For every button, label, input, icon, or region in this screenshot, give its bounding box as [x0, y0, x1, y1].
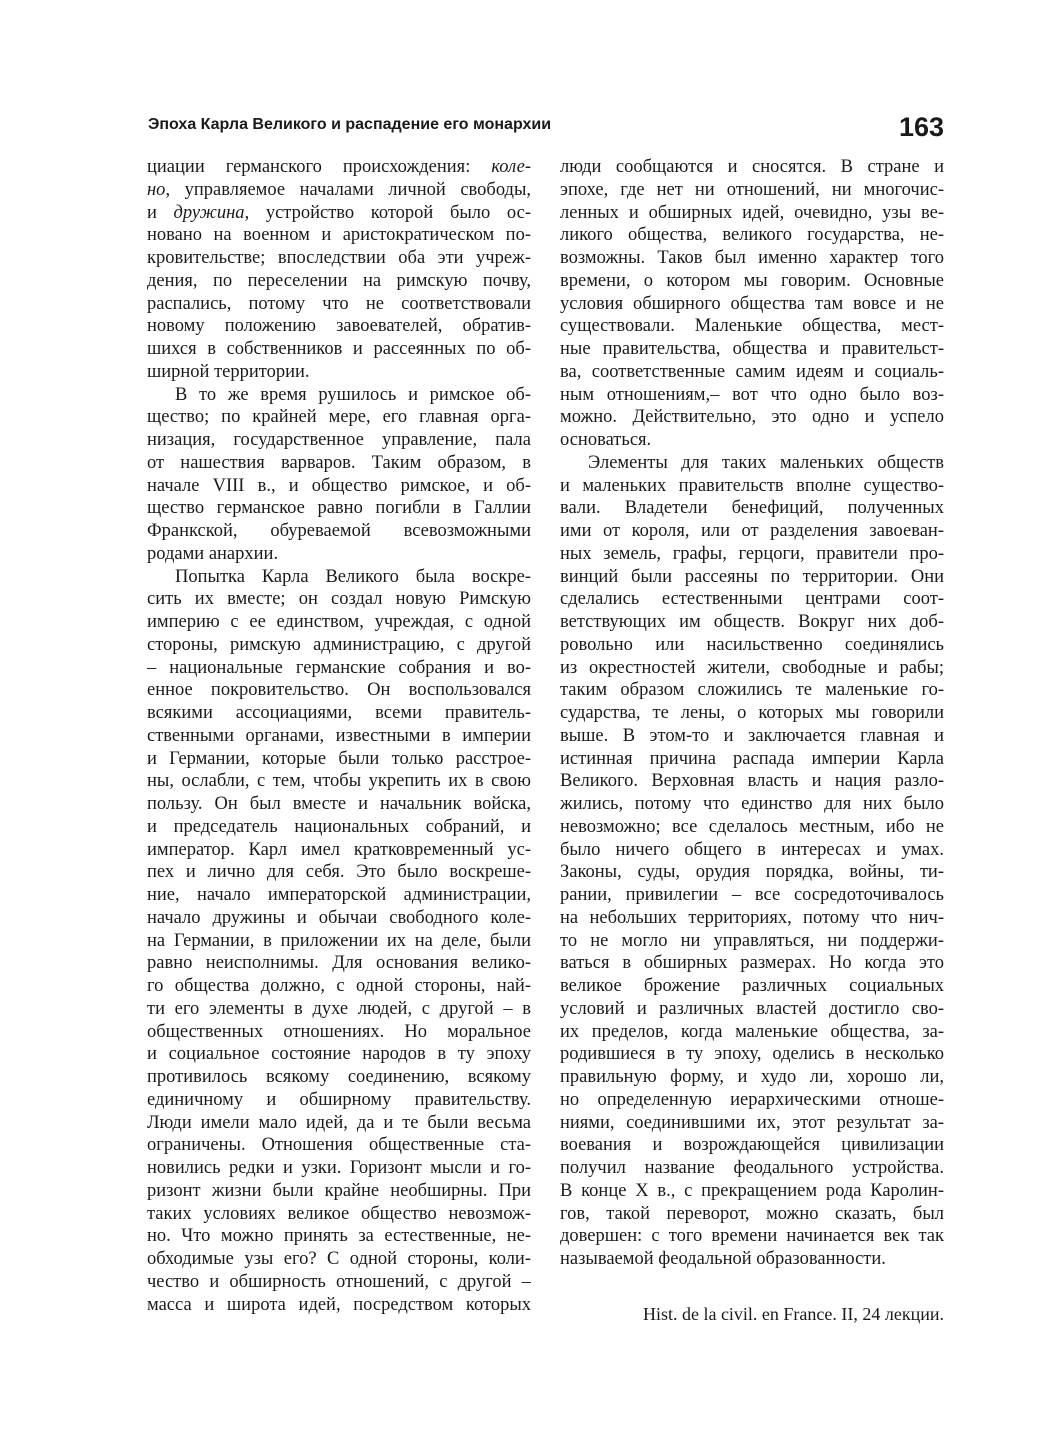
text-segment: ти его элементы в духе людей, с другой – в — [147, 998, 531, 1019]
text-line — [147, 1089, 531, 1112]
text-segment: обходимые узы его? С одной стороны, коли- — [147, 1249, 531, 1269]
text-segment: сударства, те лены, о которых мы говорили — [560, 703, 944, 723]
text-segment: империю с ее единством, учреждая, с одной — [147, 612, 531, 632]
text-line — [147, 793, 531, 816]
left-text-column — [147, 156, 531, 1316]
text-segment: ным отношениям,– вот что одно было воз- — [560, 384, 944, 405]
text-segment: стороны, римскую администрацию, с другой — [147, 634, 531, 655]
text-segment: император. Карл имел кратковременный ус- — [147, 839, 531, 860]
text-segment: получил название феодального устройства. — [560, 1158, 944, 1178]
text-line — [147, 930, 531, 953]
text-line — [147, 224, 531, 247]
text-line — [147, 566, 531, 589]
text-line — [560, 952, 944, 975]
text-line — [560, 816, 944, 839]
text-line — [560, 1066, 944, 1089]
text-segment: условий и различных властей достигло сво- — [560, 998, 944, 1019]
text-line — [560, 634, 944, 657]
text-line — [147, 816, 531, 839]
text-segment: ва, соответственные самим идеям и социаль- — [560, 361, 944, 382]
text-segment: противилось всякому соединению, всякому — [147, 1067, 531, 1087]
text-segment: ственными органами, известными в империи — [147, 725, 531, 746]
text-segment: масса и широта идей, посредством которых — [147, 1294, 531, 1315]
text-segment: то не могло ни управляться, ни поддержи- — [560, 930, 944, 951]
text-segment: возможны. Таков был именно характер того — [560, 248, 944, 268]
text-line — [560, 1203, 944, 1226]
text-line — [560, 657, 944, 680]
text-segment: дения, по переселении на римскую почву, — [147, 270, 531, 291]
text-segment: правильную форму, и худо ли, хорошо ли, — [560, 1067, 944, 1087]
text-segment: довершен: с того времени начинается век так — [560, 1226, 944, 1247]
text-segment: называемой феодальной образованности. — [560, 1249, 886, 1269]
text-segment: щество; по крайней мере, его главная орга- — [147, 407, 531, 428]
text-segment: винций были рассеяны по территории. Они — [560, 566, 944, 587]
text-line — [147, 179, 531, 202]
text-line — [560, 998, 944, 1021]
text-segment: на Германии, в приложении их на деле, были — [147, 930, 531, 951]
text-segment: таким образом сложились те маленькие го- — [560, 680, 944, 701]
text-segment: эпохе, где нет ни отношений, ни многочис- — [560, 179, 944, 200]
text-line — [147, 1157, 531, 1180]
text-line — [147, 748, 531, 771]
text-segment: начало дружины и обычаи свободного коле- — [147, 907, 531, 928]
right-text-column — [560, 156, 944, 1271]
text-line — [147, 520, 531, 543]
text-line — [560, 520, 944, 543]
text-segment: начале VIII в., и общество римское, и об- — [147, 475, 531, 496]
text-segment: пользу. Он был вместе и начальник войска, — [147, 794, 531, 814]
text-line — [147, 338, 531, 361]
text-segment: ограничены. Отношения общественные ста- — [147, 1135, 531, 1156]
text-segment: ние, начало императорской администрации, — [147, 885, 531, 905]
text-line — [147, 1112, 531, 1135]
text-segment: родами анархии. — [147, 543, 279, 564]
text-segment: – национальные германские собрания и во- — [147, 657, 531, 678]
text-segment: го общества должно, с одной стороны, най- — [147, 976, 531, 996]
text-line — [560, 224, 944, 247]
text-segment: равно неисполнимы. Для основания велико- — [147, 953, 531, 974]
text-segment: ширной территории. — [147, 361, 310, 382]
text-line — [147, 1271, 531, 1294]
text-segment: новано на военном и аристократическом по- — [147, 225, 531, 246]
text-segment: низация, государственное управление, пала — [147, 430, 531, 450]
text-line — [147, 1043, 531, 1066]
text-line — [147, 543, 531, 566]
text-line — [147, 679, 531, 702]
text-segment: единичному и обширному правительству. — [147, 1089, 531, 1110]
text-line — [147, 1294, 531, 1317]
text-line — [560, 338, 944, 361]
text-line — [147, 1225, 531, 1248]
text-line — [147, 202, 531, 225]
text-segment: ваться в обширных размерах. Но когда это — [560, 953, 944, 974]
running-title: Эпоха Карла Великого и распадение его монархии — [148, 116, 552, 133]
text-segment: циации германского происхождения: — [147, 157, 492, 177]
text-line — [560, 884, 944, 907]
text-line — [560, 361, 944, 384]
text-segment: распались, потому что не соответствовали — [147, 293, 531, 314]
text-segment: основаться. — [560, 430, 652, 450]
text-line — [560, 748, 944, 771]
text-line — [147, 702, 531, 725]
text-line — [147, 1066, 531, 1089]
text-line — [560, 907, 944, 930]
text-line — [560, 156, 944, 179]
text-segment: ны, ослабли, с тем, чтобы укрепить их в свою — [147, 771, 531, 792]
text-segment: ликого общества, великого государства, не- — [560, 225, 944, 246]
text-segment: Законы, суды, орудия порядка, войны, ти- — [560, 862, 944, 883]
text-segment: щество германское равно погибли в Галлии — [147, 498, 531, 519]
text-line — [560, 702, 944, 725]
text-line — [560, 384, 944, 407]
text-line — [560, 1225, 944, 1248]
text-segment: сделались естественными центрами соот- — [560, 589, 944, 610]
text-line — [147, 861, 531, 884]
text-line — [147, 361, 531, 384]
text-segment: ими от короля, или от разделения завоеван- — [560, 521, 944, 541]
text-segment: ровольно или насильственно соединялись — [560, 634, 944, 655]
text-segment: и социальное состояние народов в ту эпоху — [147, 1044, 531, 1065]
text-line — [147, 406, 531, 429]
text-segment: общественных отношениях. Но моральное — [147, 1021, 531, 1042]
text-segment: рании, привилегии – все сосредоточивалось — [560, 885, 944, 905]
text-line — [560, 1089, 944, 1112]
text-segment: существовали. Маленькие общества, мест- — [560, 316, 944, 337]
text-line — [560, 429, 944, 452]
italic-term: коле- — [491, 157, 531, 177]
text-segment: таких условиях великое общество невозмож- — [147, 1203, 531, 1224]
text-segment: жились, потому что единство для них было — [560, 794, 944, 814]
text-segment: ризонт жизни были крайне необширны. При — [147, 1180, 531, 1201]
text-line — [147, 998, 531, 1021]
text-line — [147, 429, 531, 452]
text-segment: истинная причина распада империи Карла — [560, 748, 944, 769]
text-line — [147, 1134, 531, 1157]
text-segment: , управляемое началами личной свободы, — [165, 179, 531, 200]
text-segment: шихся в собственников и рассеянных по об- — [147, 339, 531, 359]
text-line — [147, 770, 531, 793]
text-segment: ленных и обширных идей, очевидно, узы ве- — [560, 202, 944, 223]
text-segment: вали. Владетели бенефиций, полученных — [560, 498, 944, 519]
text-line — [147, 884, 531, 907]
text-segment: и маленьких правительств вполне существо- — [560, 475, 944, 496]
text-line — [560, 1248, 944, 1271]
text-line — [147, 839, 531, 862]
text-segment: кровительстве; впоследствии оба эти учреж- — [147, 248, 531, 268]
text-segment: их пределов, когда маленькие общества, за- — [560, 1021, 944, 1042]
text-segment: на небольших территориях, потому что нич- — [560, 907, 944, 928]
text-segment: невозможно; все сделалось местным, ибо не — [560, 816, 944, 837]
text-line — [147, 475, 531, 498]
text-line — [147, 611, 531, 634]
text-line — [560, 839, 944, 862]
text-segment: пех и лично для себя. Это было воскреше- — [147, 862, 531, 883]
text-line — [560, 1043, 944, 1066]
text-line — [147, 1180, 531, 1203]
text-line — [147, 588, 531, 611]
text-line — [147, 497, 531, 520]
text-line — [560, 406, 944, 429]
text-line — [560, 861, 944, 884]
text-segment: Элементы для таких маленьких обществ — [588, 452, 944, 473]
text-segment: люди сообщаются и сносятся. В стране и — [560, 157, 944, 177]
text-segment: Люди имели мало идей, да и те были весьма — [147, 1112, 531, 1133]
text-segment: ветствующих им обществ. Вокруг них доб- — [560, 612, 944, 632]
text-line — [560, 770, 944, 793]
source-note: Hist. de la civil. en France. II, 24 лекции. — [642, 1304, 944, 1324]
text-line — [147, 907, 531, 930]
text-line — [560, 497, 944, 520]
text-segment: великое брожение различных социальных — [560, 976, 944, 996]
text-segment: можно. Действительно, это одно и успело — [560, 407, 944, 428]
text-segment: но. Что можно принять за естественные, не- — [147, 1226, 531, 1247]
text-line — [147, 384, 531, 407]
text-line — [147, 247, 531, 270]
italic-term: но — [147, 179, 166, 200]
text-line — [147, 634, 531, 657]
text-segment: родившиеся в ту эпоху, оделись в несколько — [560, 1044, 944, 1065]
text-segment: гов, такой переворот, можно сказать, был — [560, 1203, 944, 1224]
italic-term: дружина — [173, 202, 245, 223]
text-line — [560, 588, 944, 611]
text-line — [560, 1112, 944, 1135]
text-line — [560, 611, 944, 634]
text-segment: В то же время рушилось и римское об- — [175, 384, 531, 405]
text-segment: , устройство которой было ос- — [244, 202, 531, 223]
text-segment: В конце X в., с прекращением рода Каролин- — [560, 1180, 944, 1201]
text-segment: времени, о котором мы говорим. Основные — [560, 270, 944, 291]
text-line — [560, 202, 944, 225]
text-line — [560, 247, 944, 270]
text-segment: от нашествия варваров. Таким образом, в — [147, 452, 531, 473]
page-number: 163 — [898, 112, 944, 142]
text-line — [147, 452, 531, 475]
text-segment: ниями, соединившими их, этот результат за- — [560, 1112, 944, 1133]
text-segment: чество и обширность отношений, с другой – — [147, 1271, 531, 1292]
text-segment: и председатель национальных собраний, и — [147, 816, 531, 837]
text-line — [147, 1203, 531, 1226]
text-line — [560, 725, 944, 748]
text-segment: Великого. Верховная власть и нация разло- — [560, 771, 944, 792]
text-line — [560, 793, 944, 816]
text-line — [560, 930, 944, 953]
text-line — [147, 293, 531, 316]
text-segment: и Германии, которые были только расстрое- — [147, 748, 531, 769]
text-segment: ные правительства, общества и правительст- — [560, 339, 944, 359]
text-segment: выше. В этом-то и заключается главная и — [560, 725, 944, 746]
text-line — [147, 315, 531, 338]
text-line — [147, 952, 531, 975]
text-segment: было ничего общего в интересах и умах. — [560, 839, 944, 860]
text-line — [147, 1248, 531, 1271]
text-segment: из окрестностей жители, свободные и рабы; — [560, 657, 944, 678]
text-segment: новились редки и узки. Горизонт мысли и го- — [147, 1158, 531, 1178]
text-segment: ных земель, графы, герцоги, правители про- — [560, 543, 944, 564]
text-line — [147, 657, 531, 680]
text-line — [560, 475, 944, 498]
text-segment: новому положению завоевателей, обратив- — [147, 316, 531, 337]
text-line — [560, 1021, 944, 1044]
text-segment: условия обширного общества там вовсе и не — [560, 293, 944, 314]
text-line — [560, 315, 944, 338]
text-line — [560, 452, 944, 475]
text-line — [560, 975, 944, 998]
text-line — [560, 1157, 944, 1180]
text-line — [560, 1134, 944, 1157]
text-segment: Попытка Карла Великого была воскре- — [175, 566, 531, 587]
text-line — [147, 725, 531, 748]
text-line — [147, 156, 531, 179]
text-line — [560, 1180, 944, 1203]
text-line — [560, 293, 944, 316]
text-segment: сить их вместе; он создал новую Римскую — [147, 589, 531, 610]
text-segment: воевания и возрождающейся цивилизации — [560, 1135, 944, 1156]
text-line — [147, 1021, 531, 1044]
text-line — [560, 679, 944, 702]
text-segment: но определенную иерархическими отноше- — [560, 1089, 944, 1110]
text-line — [560, 566, 944, 589]
text-line — [560, 179, 944, 202]
text-line — [147, 975, 531, 998]
text-segment: и — [147, 202, 174, 223]
text-line — [560, 270, 944, 293]
text-line — [560, 543, 944, 566]
text-segment: всякими ассоциациями, всеми правитель- — [147, 703, 531, 723]
text-segment: енное покровительство. Он воспользовался — [147, 680, 531, 701]
text-segment: Франкской, обуреваемой всевозможными — [147, 521, 531, 541]
text-line — [147, 270, 531, 293]
